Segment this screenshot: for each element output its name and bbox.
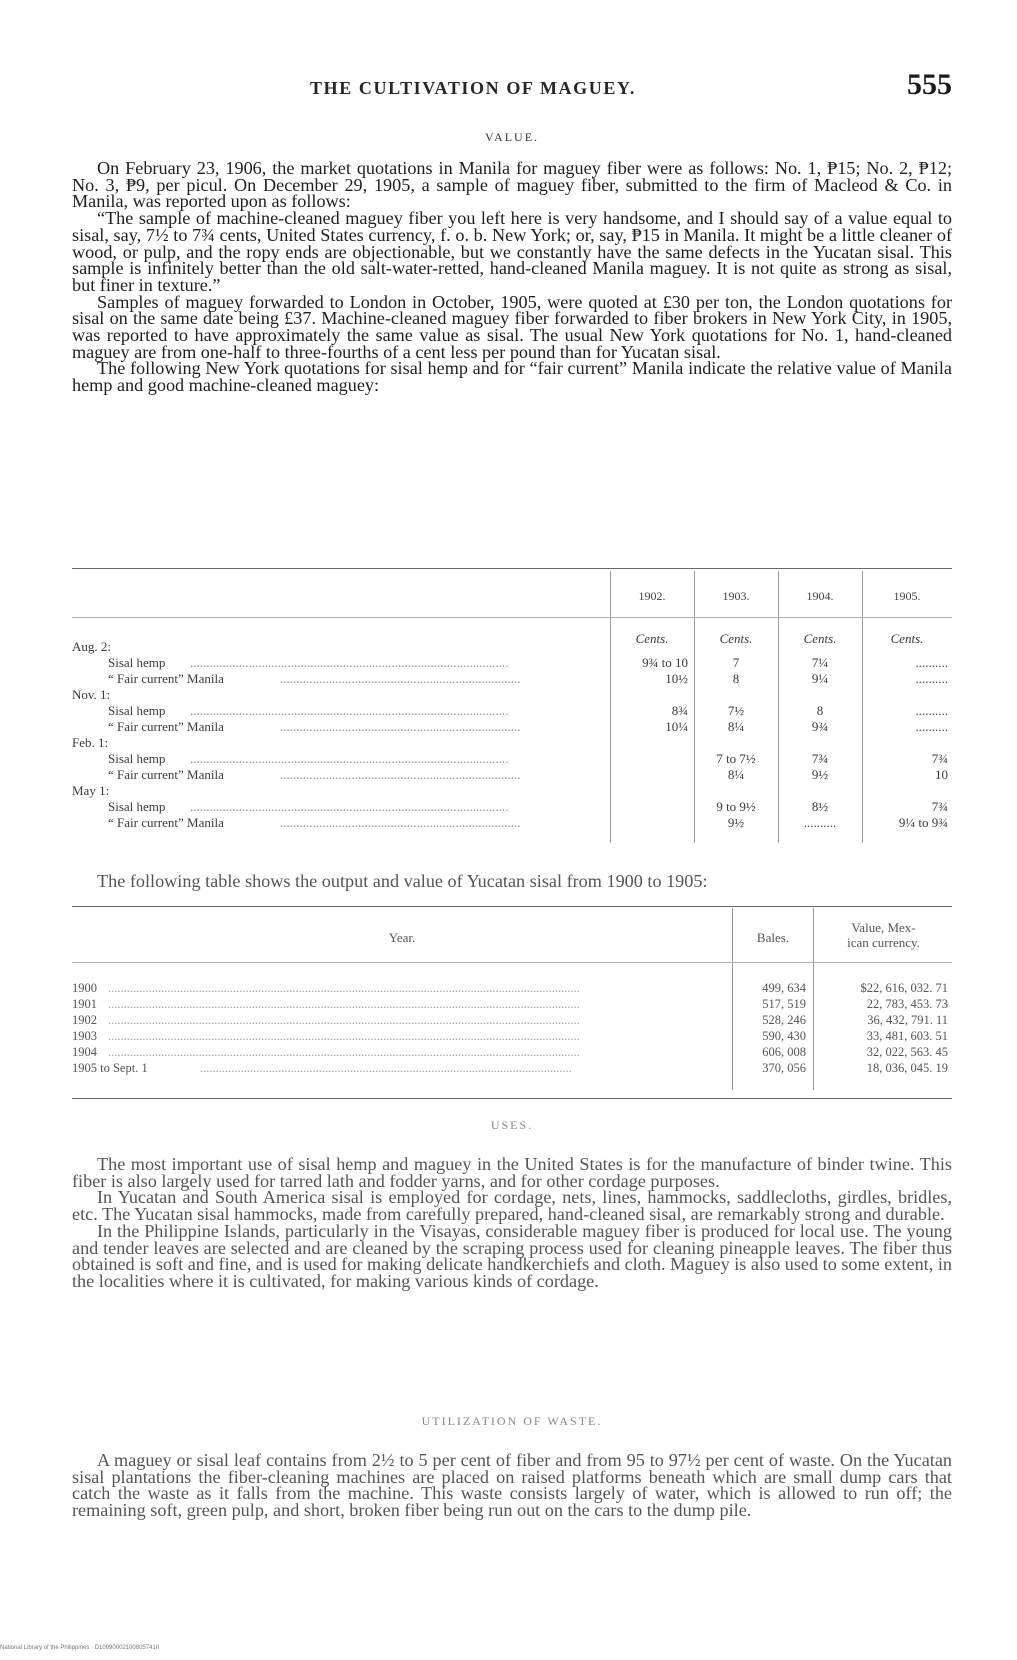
cell-1904: 9½: [811, 767, 829, 782]
table-row: [72, 799, 952, 815]
cell-1903: 9½: [727, 815, 745, 830]
cell-1905: 10: [935, 767, 948, 782]
header-rule: [72, 962, 952, 963]
year-header: 1902.: [638, 589, 666, 603]
unit-label: Cents.: [803, 631, 837, 646]
leader-dots: .......................................................................................................................................................: [108, 981, 580, 995]
leader-dots: .......................................................................................................................................................: [108, 1045, 580, 1059]
cell-1904: 9¾: [811, 719, 829, 734]
cell-1903: 7 to 7½: [716, 751, 756, 766]
cell-1905: ..........: [915, 703, 948, 718]
paragraph: The most important use of sisal hemp and maguey in the United States is for the manufacture of binder twine. This fiber is also largely used for tarred lath and fodder yarns, and for other cordage purposes.: [72, 1154, 952, 1191]
year-cell: 1904: [72, 1045, 97, 1059]
year-cell: 1905 to Sept. 1: [72, 1061, 148, 1075]
cell-1902: 10½: [665, 671, 688, 686]
row-label: “ Fair current” Manila: [108, 767, 224, 782]
scan-footer: National Library of the Philippines · D10090002100805741II: [0, 1645, 160, 1651]
table-row: [72, 751, 952, 767]
table-row: [72, 719, 952, 735]
table-row: [72, 1044, 952, 1060]
column-header-year: Year.: [388, 930, 416, 945]
cell-1902: 8¾: [671, 703, 688, 718]
year-cell: 1903: [72, 1029, 97, 1043]
cell-1904: 7¾: [811, 751, 829, 766]
leader-dots: .......................................................................................................................: [200, 1061, 572, 1075]
date-label: Nov. 1:: [72, 687, 111, 702]
unit-label: Cents.: [719, 631, 753, 646]
date-row: [72, 735, 952, 751]
unit-label: Cents.: [635, 631, 669, 646]
year-header: 1904.: [806, 589, 834, 603]
paragraph: On February 23, 1906, the market quotations in Manila for maguey fiber were as follows: No. 1, ₱15; No. 2, ₱12; No. 3, ₱9, per picul. On December 29, 1905, a sample of maguey fiber, submitted to the firm of Macleod & Co. in Manila, was reported upon as follows:: [72, 158, 952, 212]
table-row: [72, 671, 952, 687]
bales-cell: 370, 056: [762, 1061, 806, 1075]
cell-1905: ..........: [915, 671, 948, 686]
cell-1902: 9¾ to 10: [642, 655, 688, 670]
cell-1905: 9¼ to 9¾: [898, 815, 948, 830]
table-row: [72, 767, 952, 783]
leader-dots: .......................................................................................................................................................: [108, 1013, 580, 1027]
date-row: [72, 639, 952, 655]
unit-label: Cents.: [890, 631, 924, 646]
row-label: “ Fair current” Manila: [108, 719, 224, 734]
value-cell: 32, 022, 563. 45: [866, 1045, 948, 1059]
quotations-table: [72, 571, 952, 849]
paragraph: The following table shows the output and value of Yucatan sisal from 1900 to 1905:: [97, 871, 708, 891]
cell-1904: 8½: [811, 799, 829, 814]
cell-1904: 8: [816, 703, 824, 718]
date-label: Feb. 1:: [72, 735, 109, 750]
leader-dots: ..................................................................................................: [190, 751, 509, 766]
row-label: Sisal hemp: [108, 655, 166, 670]
uses-section-text: [72, 1156, 952, 1290]
value-cell: 33, 481, 603. 51: [866, 1029, 948, 1043]
cell-1904: 9¼: [811, 671, 829, 686]
cell-1903: 8: [732, 671, 740, 686]
table2-intro: [72, 873, 952, 890]
row-label: Sisal hemp: [108, 751, 166, 766]
leader-dots: .......................................................................................................................................................: [108, 1029, 580, 1043]
value-section-text: [72, 160, 952, 394]
year-header: 1905.: [893, 589, 921, 603]
paragraph: In Yucatan and South America sisal is employed for cordage, nets, lines, hammocks, saddlecloths, girdles, bridles, etc. The Yucatan sisal hammocks, made from carefully prepared, hand-cleaned sisal, are remarkably strong and durable.: [72, 1187, 952, 1225]
section-heading-uses: USES.: [490, 1118, 534, 1132]
value-cell: 18, 036, 045. 19: [866, 1061, 948, 1075]
bales-cell: 606, 008: [762, 1045, 806, 1059]
year-cell: 1902: [72, 1013, 97, 1027]
year-cell: 1901: [72, 997, 97, 1011]
page-header: [72, 68, 952, 108]
table-rule: [72, 568, 952, 569]
leader-dots: ..................................................................................................: [190, 655, 509, 670]
table-row: [72, 1060, 952, 1076]
date-label: Aug. 2:: [72, 639, 111, 654]
value-cell: 22, 783, 453. 73: [866, 997, 948, 1011]
column-header-value: Value, Mex-: [851, 920, 916, 935]
cell-1903: 7: [732, 655, 740, 670]
bales-cell: 517, 519: [762, 997, 806, 1011]
cell-1905: ..........: [915, 655, 948, 670]
value-cell: $22, 616, 032. 71: [860, 981, 948, 995]
table-row: [72, 703, 952, 719]
row-label: Sisal hemp: [108, 799, 166, 814]
output-table: [72, 908, 952, 1098]
running-title: THE CULTIVATION OF MAGUEY.: [310, 78, 636, 98]
paragraph: “The sample of machine-cleaned maguey fiber you left here is very handsome, and I should say of a value equal to sisal, say, 7½ to 7¾ cents, United States currency, f. o. b. New York; or, say, ₱15 in Manila. It might be a little cleaner of wood, or pulp, and the ropy ends are objectionable, but we constantly have the same defects in the Yucatan sisal. This sample is infinitely better than the old salt-water-retted, hand-cleaned Manila maguey. It is not quite as strong as sisal, but finer in texture.”: [72, 208, 952, 295]
table-row: [72, 996, 952, 1012]
date-row: [72, 783, 952, 799]
paragraph: In the Philippine Islands, particularly in the Visayas, considerable maguey fiber is produced for local use. The young and tender leaves are selected and are cleaned by the scraping process used for cleaning pineapple leaves. The fiber thus obtained is soft and fine, and is used for making delicate handkerchiefs and cloth. Maguey is also used to some extent, in the localities where it is cultivated, for making various kinds of cordage.: [72, 1220, 952, 1291]
row-label: “ Fair current” Manila: [108, 815, 224, 830]
leader-dots: ..................................................................................................: [190, 703, 509, 718]
leader-dots: ..........................................................................: [280, 671, 521, 686]
table-rule: [72, 1098, 952, 1099]
cell-1903: 7½: [727, 703, 745, 718]
bales-cell: 528, 246: [762, 1013, 806, 1027]
cell-1903: 8¼: [727, 767, 745, 782]
row-label: “ Fair current” Manila: [108, 671, 224, 686]
paragraph: Samples of maguey forwarded to London in October, 1905, were quoted at £30 per ton, the London quotations for sisal on the same date being £37. Machine-cleaned maguey fiber forwarded to fiber brokers in New York City, in 1905, was reported to have approximately the same value as sisal. The usual New York quotations for No. 1, hand-cleaned maguey are from one-half to three-fourths of a cent less per pound than for Yucatan sisal.: [72, 291, 952, 362]
year-header: 1903.: [722, 589, 750, 603]
table-row: [72, 655, 952, 671]
page-number: 555: [907, 68, 952, 101]
cell-1905: ..........: [915, 719, 948, 734]
column-header-value-2: ican currency.: [847, 935, 920, 950]
date-label: May 1:: [72, 783, 110, 798]
column-header-bales: Bales.: [756, 930, 790, 945]
paragraph: A maguey or sisal leaf contains from 2½ to 5 per cent of fiber and from 95 to 97½ per cent of waste. On the Yucatan sisal plantations the fiber-cleaning machines are placed on raised platforms beneath which are small dump cars that catch the waste as it falls from the machine. This waste consists largely of water, which is allowed to run off; the remaining soft, green pulp, and short, broken fiber being run out on the cars to the dump pile.: [72, 1450, 952, 1521]
cell-1902: 10¼: [665, 719, 688, 734]
year-cell: 1900: [72, 981, 97, 995]
date-row: [72, 687, 952, 703]
section-heading-waste: UTILIZATION OF WASTE.: [421, 1414, 603, 1428]
leader-dots: ..........................................................................: [280, 767, 521, 782]
paragraph: The following New York quotations for sisal hemp and for “fair current” Manila indicate the relative value of Manila hemp and good machine-cleaned maguey:: [72, 358, 952, 396]
table-row: [72, 980, 952, 996]
table-rule: [72, 906, 952, 907]
leader-dots: ..........................................................................: [280, 815, 521, 830]
row-label: Sisal hemp: [108, 703, 166, 718]
cell-1905: 7¾: [931, 799, 948, 814]
cell-1905: 7¾: [931, 751, 948, 766]
cell-1904: ..........: [803, 815, 837, 830]
cell-1904: 7¼: [811, 655, 829, 670]
header-rule: [72, 617, 952, 618]
table-row: [72, 815, 952, 831]
table-row: [72, 1012, 952, 1028]
leader-dots: ..................................................................................................: [190, 799, 509, 814]
leader-dots: ..........................................................................: [280, 719, 521, 734]
waste-section-text: [72, 1452, 952, 1519]
cell-1903: 8¼: [727, 719, 745, 734]
value-cell: 36, 432, 791. 11: [867, 1013, 948, 1027]
bales-cell: 590, 430: [762, 1029, 806, 1043]
table-row: [72, 1028, 952, 1044]
leader-dots: .......................................................................................................................................................: [108, 997, 580, 1011]
section-heading-value: VALUE.: [484, 130, 540, 144]
cell-1903: 9 to 9½: [716, 799, 756, 814]
bales-cell: 499, 634: [762, 981, 806, 995]
